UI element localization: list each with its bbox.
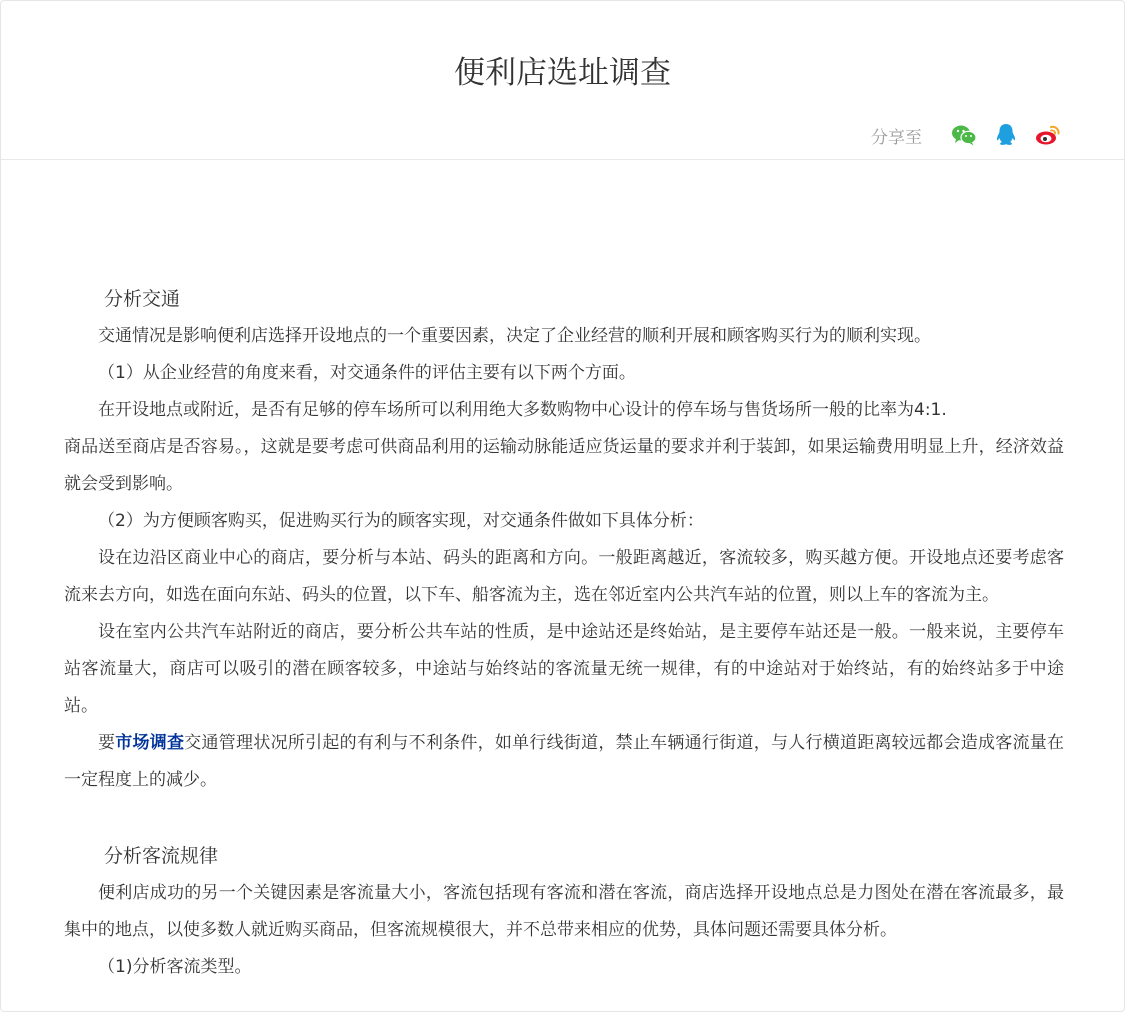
weibo-icon[interactable] <box>1034 121 1062 149</box>
paragraph <box>64 725 1064 799</box>
paragraph-text: 要 <box>98 733 116 753</box>
paragraph: 交通情况是影响便利店选择开设地点的一个重要因素，决定了企业经营的顺利开展和顾客购买行为的顺利实现。 <box>98 326 931 346</box>
share-bar <box>871 121 1062 149</box>
section-gap <box>64 799 1064 838</box>
article-title: 便利店选址调查 <box>454 55 671 91</box>
share-label: 分享至 <box>871 127 922 148</box>
qq-icon[interactable] <box>992 121 1020 149</box>
paragraph: 商品送至商店是否容易。，这就是要考虑可供商品利用的运输动脉能适应货运量的要求并利于装卸，如果运输费用明显上升，经济效益就会受到影响。 <box>64 437 1064 494</box>
paragraph: 便利店成功的另一个关键因素是客流量大小，客流包括现有客流和潜在客流，商店选择开设地点总是力图处在潜在客流最多，最集中的地点，以使多数人就近购买商品，但客流规模很大，并不总带来相应的优势，具体问题还需要具体分析。 <box>64 883 1064 940</box>
article-header <box>1 1 1124 160</box>
paragraph: 设在边沿区商业中心的商店，要分析与本站、码头的距离和方向。一般距离越近，客流较多，购买越方便。开设地点还要考虑客流来去方向，如选在面向东站、码头的位置，以下车、船客流为主，选在邻近室内公共汽车站的位置，则以上车的客流为主。 <box>64 548 1064 605</box>
article-body <box>64 281 1064 986</box>
paragraph: （2）为方便顾客购买，促进购买行为的顾客实现，对交通条件做如下具体分析： <box>98 511 704 531</box>
paragraph: 在开设地点或附近，是否有足够的停车场所可以利用绝大多数购物中心设计的停车场与售货场所一般的比率为4:1. <box>98 400 947 420</box>
wechat-icon[interactable] <box>950 121 978 149</box>
market-research-link[interactable]: 市场调查 <box>115 733 185 753</box>
section-heading: 分析交通 <box>104 288 181 310</box>
paragraph-text: 交通管理状况所引起的有利与不利条件，如单行线街道，禁止车辆通行街道，与人行横道距离较远都会造成客流量在一定程度上的减少。 <box>64 733 1065 790</box>
section-heading: 分析客流规律 <box>104 845 219 867</box>
paragraph: （1)分析客流类型。 <box>98 957 252 977</box>
paragraph: （1）从企业经营的角度来看，对交通条件的评估主要有以下两个方面。 <box>98 363 636 383</box>
paragraph: 设在室内公共汽车站附近的商店，要分析公共车站的性质，是中途站还是终始站，是主要停车站还是一般。一般来说，主要停车站客流量大，商店可以吸引的潜在顾客较多，中途站与始终站的客流量无统一规律，有的中途站对于始终站，有的始终站多于中途站。 <box>64 622 1064 716</box>
